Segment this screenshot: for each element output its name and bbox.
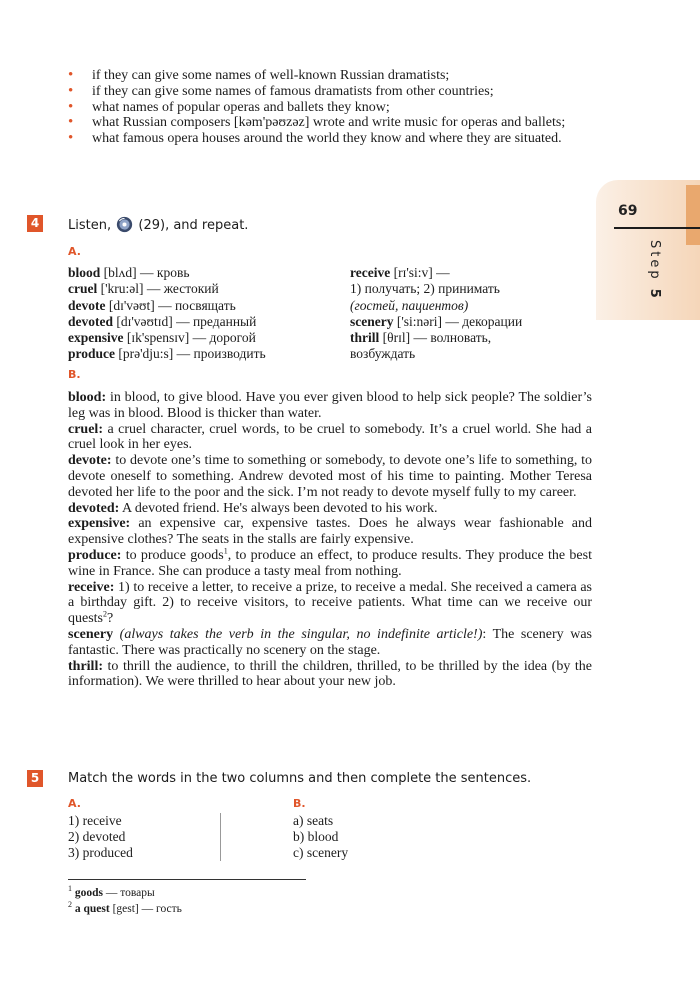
- list-item: • what names of popular operas and ballets they know;: [68, 98, 390, 115]
- exercise-4-badge: 4: [27, 215, 43, 232]
- column-a-label: A.: [68, 797, 81, 810]
- match-column-b: [293, 813, 348, 861]
- exercise-5-badge: 5: [27, 770, 43, 787]
- list-item: • if they can give some names of famous dramatists from other countries;: [68, 82, 494, 99]
- tab-divider: [614, 227, 700, 229]
- usage-paragraph: receive: 1) to receive a letter, to receive a prize, to receive a medal. She received a camera as a birthday gift. 2) to receive visitors, to receive patients. What time can we receive our quests$^2$?: [68, 579, 592, 627]
- list-item: • what famous opera houses around the world they know and where they are situated.: [68, 130, 562, 147]
- vocab-item: cruel ['kru:əl] — жестокий: [68, 281, 219, 297]
- column-b-label: B.: [293, 797, 306, 810]
- footnotes: [68, 885, 182, 917]
- usage-paragraph: thrill: to thrill the audience, to thrill the children, thrilled, to be thrilled by the idea (by the information). We were thrilled to hear about your new job.: [68, 658, 592, 690]
- vocab-item: produce [prə'dju:s] — производить: [68, 346, 266, 362]
- column-divider: [220, 813, 221, 861]
- usage-examples: [68, 390, 592, 690]
- usage-paragraph: expensive: an expensive car, expensive tastes. Does he always wear fashionable and expensive clothes? The seats in the stalls are fairly expensive.: [68, 516, 592, 548]
- vocab-item: devote [dɪ'vəʊt] — посвящать: [68, 297, 236, 313]
- list-item: 2) devoted: [68, 829, 126, 844]
- bullet-icon: •: [68, 67, 74, 83]
- vocab-right-column: [350, 265, 522, 363]
- bullet-icon: •: [68, 98, 74, 115]
- intro-bullet-list: [68, 68, 592, 147]
- list-item: c) scenery: [293, 845, 349, 860]
- footnote: $^1$ goods — товары: [68, 884, 155, 899]
- vocab-item: возбуждать: [350, 346, 416, 362]
- section-b-label: B.: [68, 368, 81, 381]
- vocab-item: expensive [ɪk'spensɪv] — дорогой: [68, 330, 256, 346]
- vocab-left-column: [68, 265, 266, 363]
- list-item: 1) receive: [68, 813, 122, 828]
- usage-paragraph: produce: to produce goods$^1$, to produce an effect, to produce results. They produce the best wine in France. She can produce a tasty meal from nothing.: [68, 546, 592, 579]
- page-number: 69: [618, 203, 638, 219]
- bullet-icon: •: [68, 114, 74, 131]
- side-tab-edge: [686, 185, 700, 245]
- usage-paragraph: cruel: a cruel character, cruel words, to be cruel to somebody. It’s a cruel world. She had a cruel look in her eyes.: [68, 421, 592, 453]
- match-column-a: [68, 813, 133, 861]
- vocab-item: receive [rɪ'si:v] —: [350, 265, 450, 280]
- usage-paragraph: devoted: A devoted friend. He's always been devoted to his work.: [68, 500, 438, 516]
- list-item: • if they can give some names of well-known Russian dramatists;: [68, 67, 450, 83]
- usage-paragraph: scenery (always takes the verb in the singular, no indefinite article!): The scenery was fantastic. There was practically no scenery on the stage.: [68, 626, 592, 658]
- vocab-item: blood [blʌd] — кровь: [68, 265, 190, 280]
- step-word: Step: [647, 240, 662, 282]
- vocab-item: devoted [dɪ'vəʊtɪd] — преданный: [68, 313, 257, 329]
- section-a-label: A.: [68, 245, 81, 258]
- bullet-icon: •: [68, 130, 74, 147]
- step-number: 5: [647, 288, 662, 298]
- list-item: a) seats: [293, 813, 334, 828]
- list-item: • what Russian composers [kəm'pəʊzəz] wrote and write music for operas and ballets;: [68, 114, 566, 131]
- exercise-5-instruction: Match the words in the two columns and then complete the sentences.: [68, 771, 532, 786]
- list-item: 3) produced: [68, 845, 133, 860]
- vocab-item: scenery ['si:nəri] — декорации: [350, 313, 523, 329]
- bullet-icon: •: [68, 82, 74, 99]
- footnote-divider: [68, 879, 306, 880]
- footnote: $^2$ a quest [gest] — гость: [68, 900, 182, 915]
- vocab-item: (гостей, пациентов): [350, 297, 469, 313]
- exercise-4-instruction: Listen, (29), and repeat.: [68, 218, 249, 233]
- usage-paragraph: blood: in blood, to give blood. Have you ever given blood to help sick people? The soldier’s leg was in blood. Blood is thicker than water.: [68, 390, 592, 421]
- list-item: b) blood: [293, 829, 339, 844]
- step-label: [647, 240, 662, 298]
- usage-paragraph: devote: to devote one’s time to something or somebody, to devote one’s life to something, to devote oneself to something. Andrew devoted most of his time to painting. Mother Teresa devoted her life to the poor and the sick. I’m not ready to devote myself fully to my career.: [68, 453, 592, 500]
- cd-icon[interactable]: [116, 216, 133, 233]
- vocab-item: 1) получать; 2) принимать: [350, 281, 500, 297]
- vocab-item: thrill [θrɪl] — волновать,: [350, 330, 492, 346]
